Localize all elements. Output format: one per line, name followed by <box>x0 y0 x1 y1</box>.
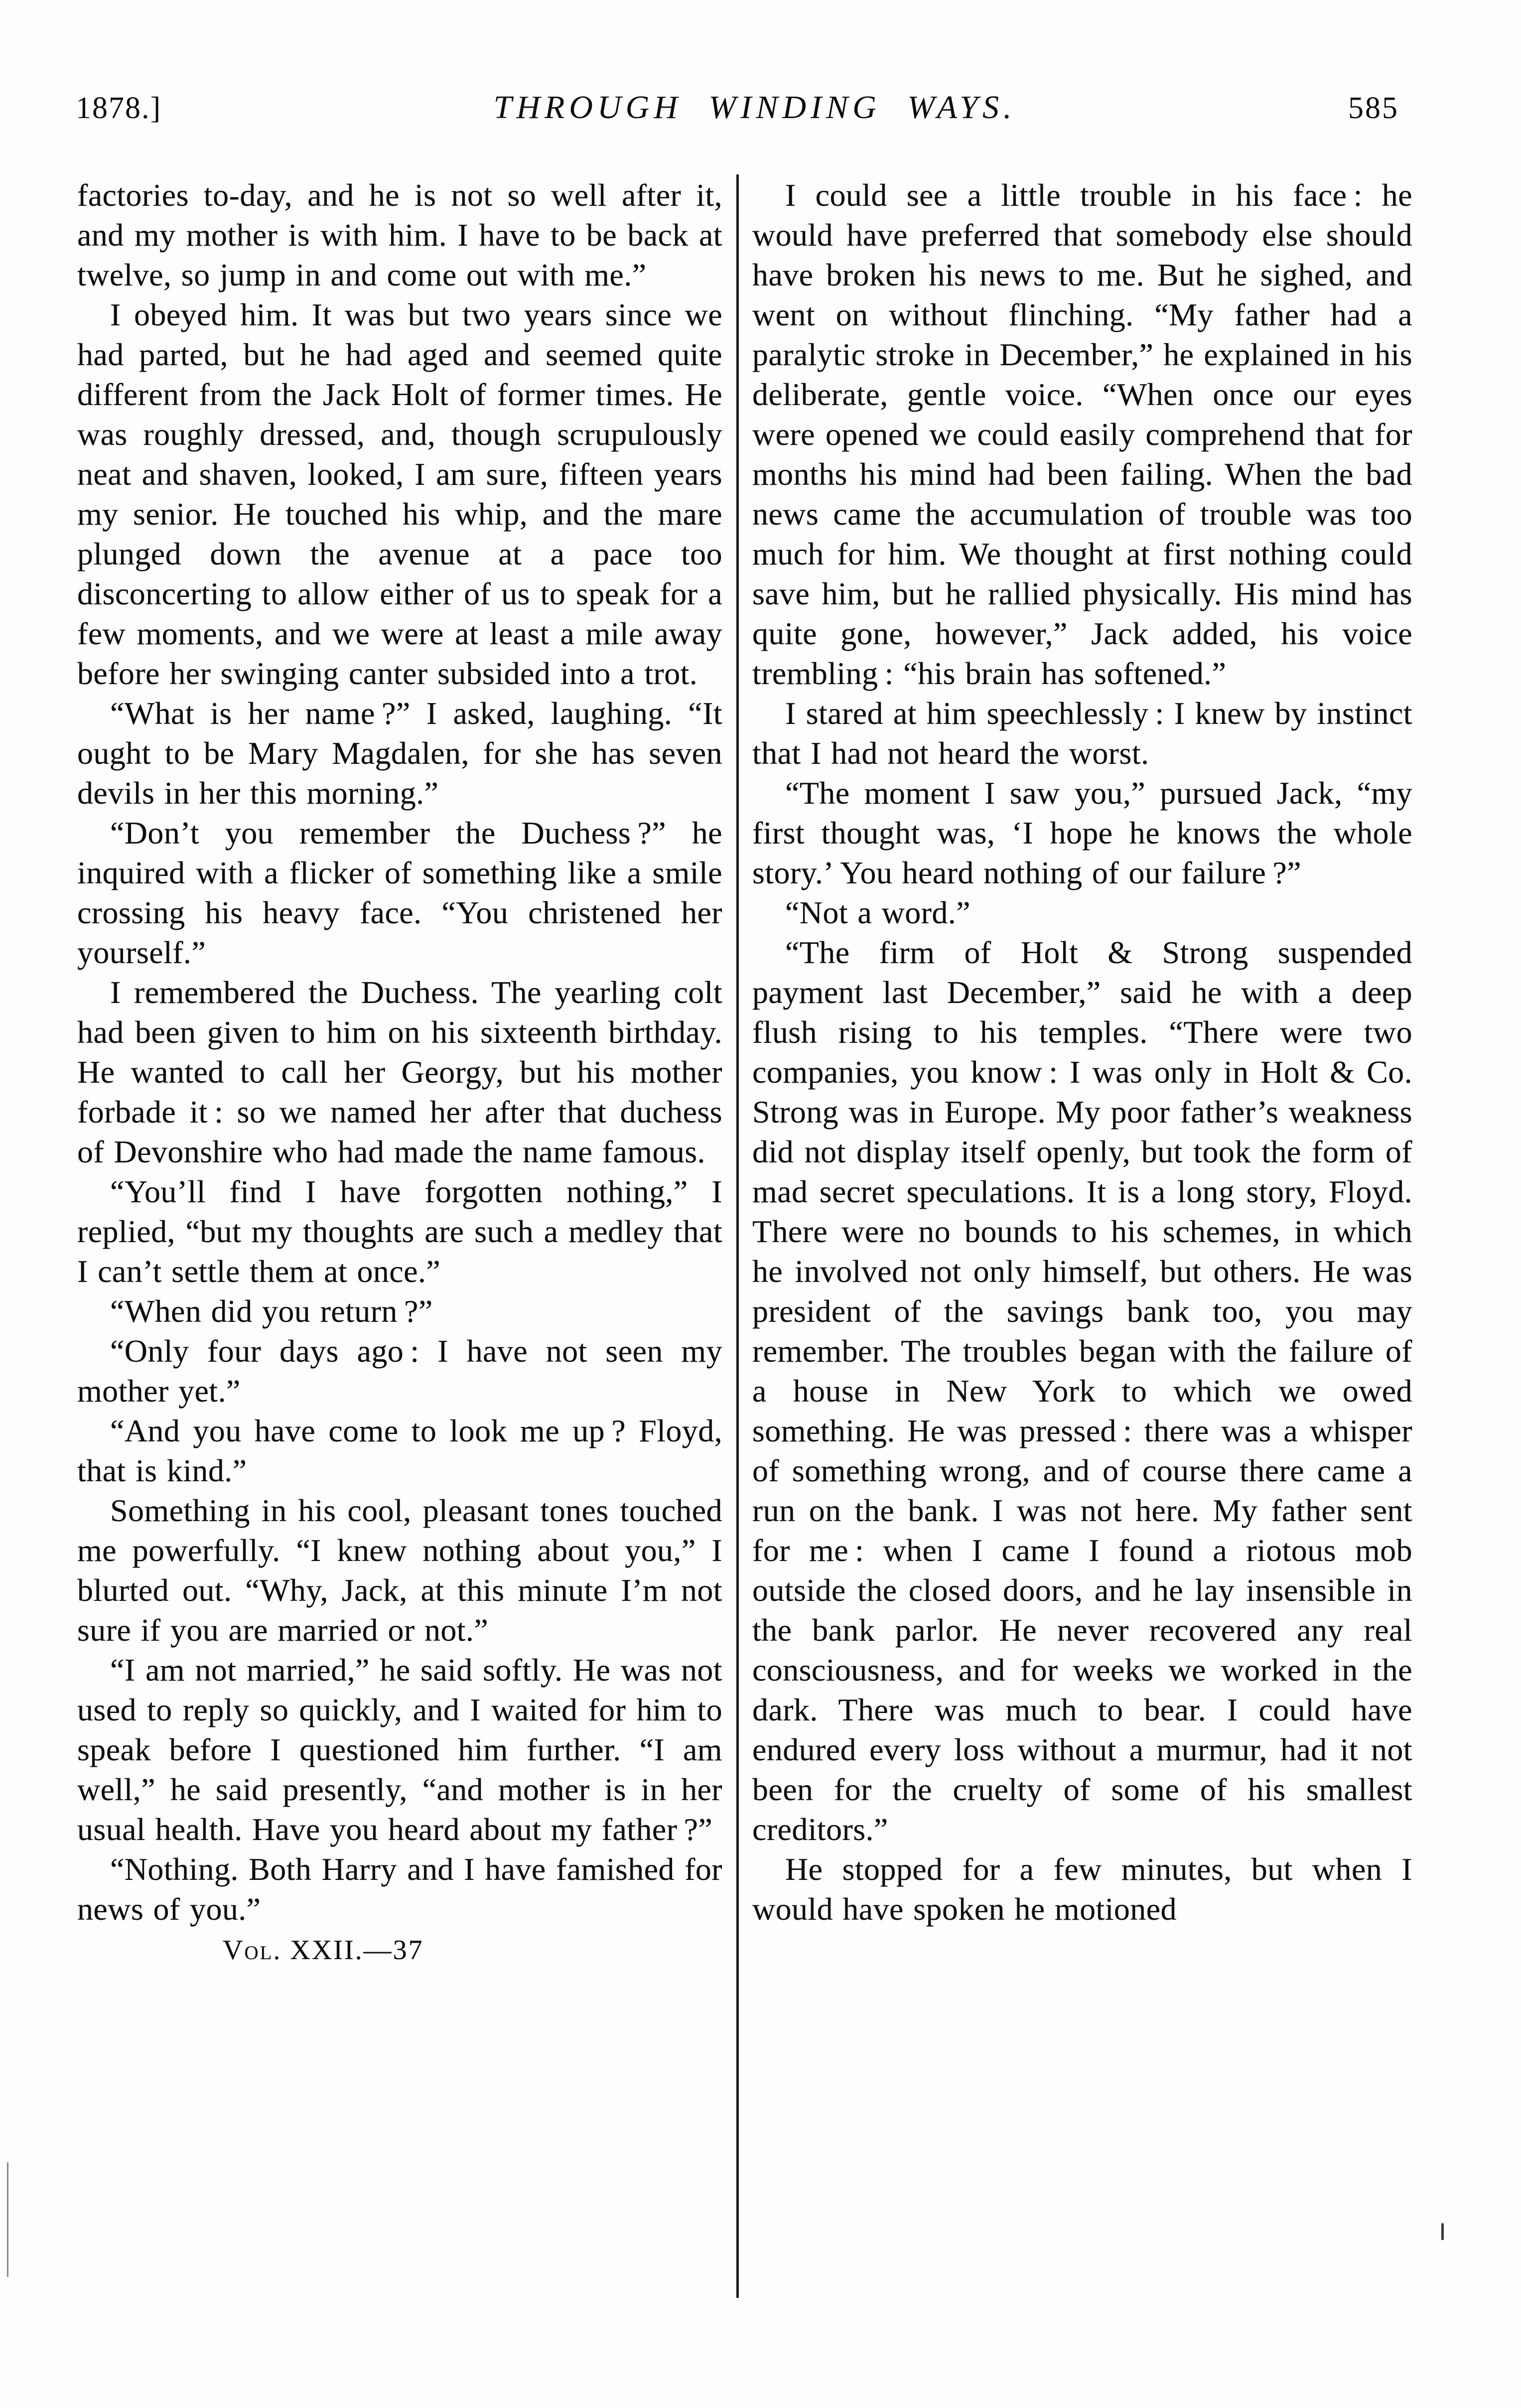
paragraph: “Nothing. Both Harry and I have famished for news of you.” <box>77 1851 722 1927</box>
paragraph: “I am not married,” he said softly. He was not used to reply so quickly, and I waited for him to speak before I questioned him further. “I am well,” he said presently, “and mother is in her usual health. Have you heard about my father ?” <box>77 1652 722 1847</box>
volume-footer: Vol. XXII.—37 <box>223 1935 424 1966</box>
paragraph: Something in his cool, pleasant tones touched me powerfully. “I knew nothing about you,” I blurted out. “Why, Jack, at this minute I’m not sure if you are married or not.” <box>77 1493 722 1648</box>
paragraph: “And you have come to look me up ? Floyd, that is kind.” <box>77 1413 722 1488</box>
paragraph: “You’ll find I have forgotten nothing,” I replied, “but my thoughts are such a medley that I can’t settle them at once.” <box>77 1174 722 1289</box>
right-column <box>752 175 1412 1971</box>
page-title: THROUGH WINDING WAYS. <box>493 89 1016 126</box>
paragraph: “Not a word.” <box>785 895 970 930</box>
paragraph: “When did you return ?” <box>110 1293 433 1329</box>
page-header <box>76 89 1399 127</box>
text-block <box>77 175 1412 1971</box>
header-date: 1878.] <box>76 91 162 125</box>
paragraph: “Only four days ago : I have not seen my mother yet.” <box>77 1333 722 1409</box>
paragraph: I obeyed him. It was but two years since we had parted, but he had aged and seemed quite different from the Jack Holt of former times. He was roughly dressed, and, though scrupulously neat and shaven, looked, I am sure, fifteen years my senior. He touched his whip, and the mare plunged down the avenue at a pace too disconcerting to allow either of us to speak for a few moments, and we were at least a mile away before her swinging canter subsided into a trot. <box>77 297 722 691</box>
left-column <box>77 175 722 1971</box>
right-column-paragraphs <box>752 175 1412 1929</box>
paragraph: I could see a little trouble in his face : he would have preferred that somebody else should have broken his news to me. But he sighed, and went on without flinching. “My father had a paralytic stroke in December,” he explained in his deliberate, gentle voice. “When once our eyes were opened we could easily comprehend that for months his mind had been failing. When the bad news came the accumulation of trouble was too much for him. We thought at first nothing could save him, but he rallied physically. His mind has quite gone, however,” Jack added, his voice trembling : “his brain has softened.” <box>752 177 1412 691</box>
paragraph: “What is her name ?” I asked, laughing. “It ought to be Mary Magdalen, for she has seven devils in her this morning.” <box>77 696 722 811</box>
paragraph: “Don’t you remember the Duchess ?” he inquired with a flicker of something like a smile crossing his heavy face. “You christened her yourself.” <box>77 815 722 970</box>
paragraph: “The moment I saw you,” pursued Jack, “my first thought was, ‘I hope he knows the whole story.’ You heard nothing of our failure ?” <box>752 775 1412 890</box>
paragraph: “The firm of Holt & Strong suspended payment last December,” said he with a deep flush rising to his temples. “There were two companies, you know : I was only in Holt & Co. Strong was in Europe. My poor father’s weakness did not display itself openly, but took the form of mad secret speculations. It is a long story, Floyd. There were no bounds to his schemes, in which he involved not only himself, but others. He was president of the savings bank too, you may remember. The troubles began with the failure of a house in New York to which we owed something. He was pressed : there was a whisper of something wrong, and of course there came a run on the bank. I was not here. My father sent for me : when I came I found a riotous mob outside the closed doors, and he lay insensible in the bank parlor. He never recovered any real consciousness, and for weeks we worked in the dark. There was much to bear. I could have endured every loss without a murmur, had it not been for the cruelty of some of his smallest creditors.” <box>752 935 1412 1847</box>
scan-artifact-line <box>7 2162 8 2277</box>
left-column-paragraphs <box>77 175 722 1929</box>
page-number: 585 <box>1348 91 1399 125</box>
scan-artifact-mark <box>1441 2223 1444 2240</box>
paragraph: He stopped for a few minutes, but when I would have spoken he motioned <box>752 1851 1412 1927</box>
paragraph: factories to-day, and he is not so well after it, and my mother is with him. I have to be back at twelve, so jump in and come out with me.” <box>77 177 722 292</box>
paragraph: I remembered the Duchess. The yearling colt had been given to him on his sixteenth birthday. He wanted to call her Georgy, but his mother forbade it : so we named her after that duchess of Devonshire who had made the name famous. <box>77 975 722 1169</box>
paragraph: I stared at him speechlessly : I knew by instinct that I had not heard the worst. <box>752 696 1412 771</box>
